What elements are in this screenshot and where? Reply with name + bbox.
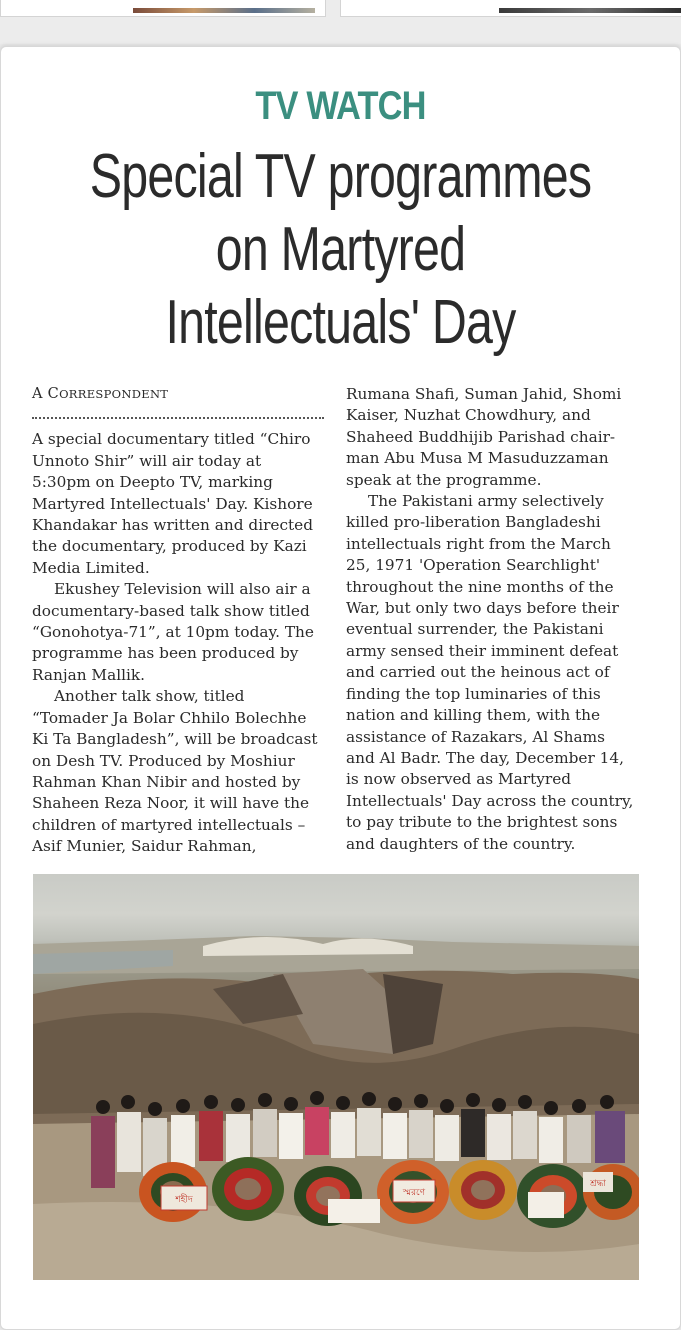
paragraph: Ekushey Television will also air a documentary-based talk show titled “Gonohotya-71”, at 10pm today. The programme has been produced by Ranjan Mallik. (32, 580, 314, 684)
previous-card-left[interactable] (0, 0, 326, 17)
article-column-left (32, 384, 324, 858)
headline-line: Intellectuals' Day (165, 288, 516, 357)
thumbnail-image (499, 8, 681, 13)
byline-divider (32, 408, 324, 419)
wreath-banner-text: শহীদ (175, 1195, 193, 1205)
thumbnail-image (133, 8, 315, 13)
previous-article-strip (0, 0, 681, 44)
headline-line: Special TV programmes (89, 142, 592, 211)
article-photo (33, 874, 639, 1280)
wreath-banner-text: শ্রদ্ধা (590, 1179, 606, 1189)
paragraph: Rumana Shafi, Suman Jahid, Shomi Kaiser, Nuzhat Chowdhury, and Shaheed Buddhijib Parishad chair-man Abu Musa M Masuduzzaman speak at the programme. (346, 385, 622, 489)
article-headline (0, 140, 681, 359)
paragraph: The Pakistani army selectively killed pro-liberation Bangladeshi intellectuals right from the March 25, 1971 'Operation Searchlight' throughout the nine months of the War, but only two days before their eventual surrender, the Pakistani army sensed their imminent defeat and carried out the heinous act of finding the top luminaries of this nation and killing them, with the assistance of Razakars, Al Shams and Al Badr. The day, December 14, is now observed as Martyred Intellectuals' Day across the country, to pay tribute to the brightest sons and daughters of the country. (346, 492, 634, 853)
wreath-banner-text: স্মরণে (402, 1188, 426, 1198)
previous-card-right[interactable] (340, 0, 681, 17)
paragraph: A special documentary titled “Chiro Unnoto Shir” will air today at 5:30pm on Deepto TV, marking Martyred Intellectuals' Day. Kishore Khandakar has written and directed the documentary, produced by Kazi Media Limited. (32, 430, 314, 577)
photo-scene (33, 874, 639, 1280)
headline-line: on Martyred (215, 215, 466, 284)
paragraph: Another talk show, titled “Tomader Ja Bolar Chhilo Bolechhe Ki Ta Bangladesh”, will be broadcast on Desh TV. Produced by Moshiur Rahman Khan Nibir and hosted by Shaheen Reza Noor, it will have the children of martyred intellectuals – Asif Munier, Saidur Rahman, (32, 687, 318, 856)
section-kicker: TV WATCH (255, 84, 426, 128)
byline: A CORRESPONDENT (32, 386, 169, 402)
article-column-right (346, 384, 638, 855)
